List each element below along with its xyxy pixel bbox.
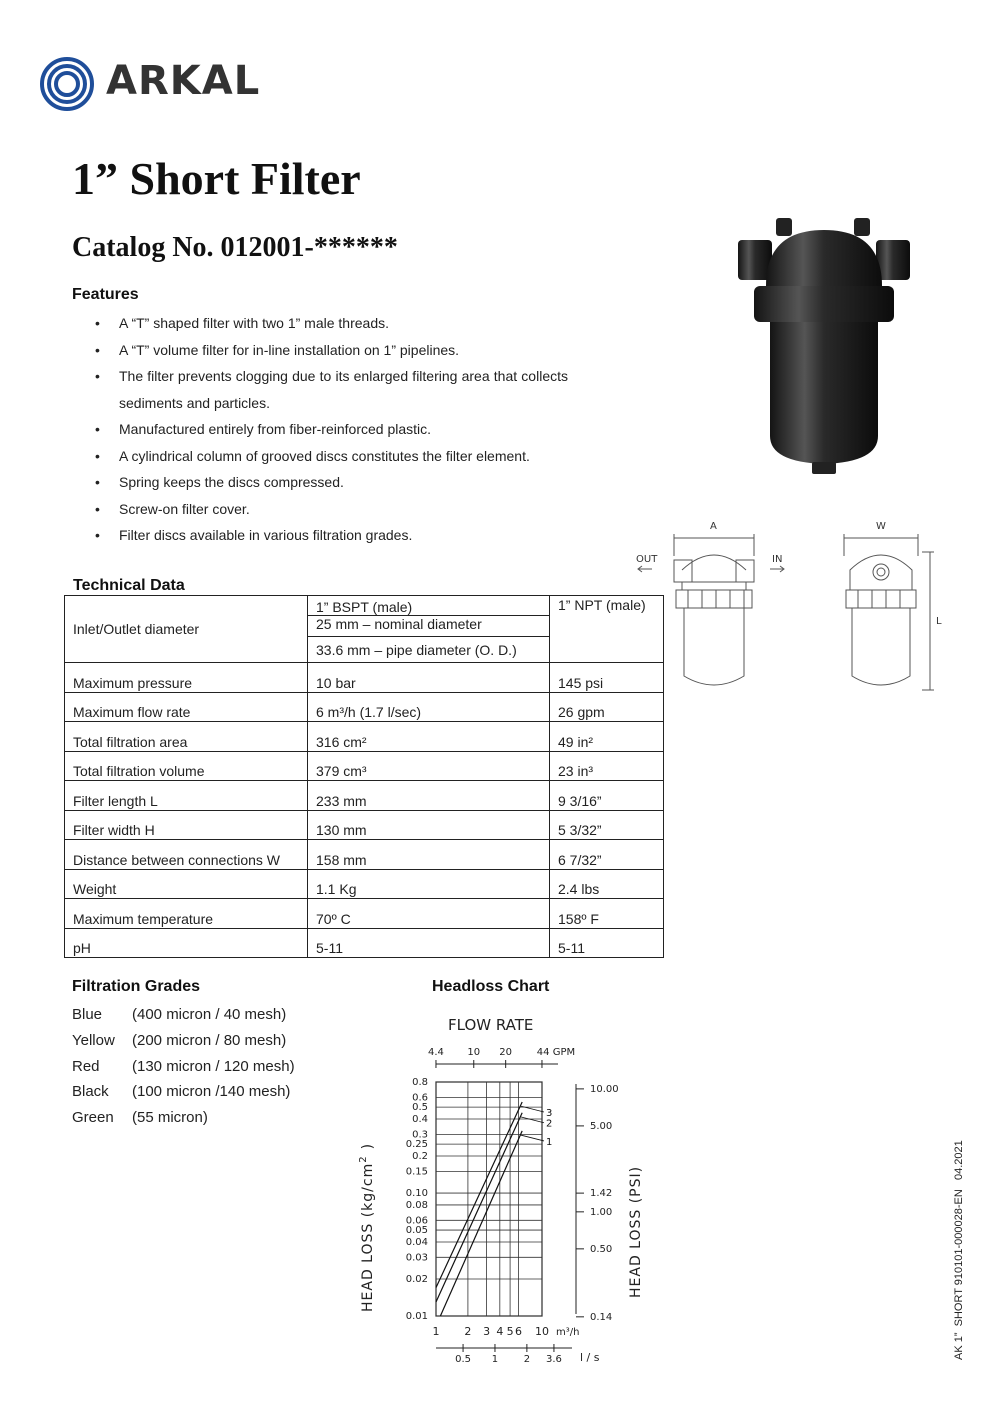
table-row bbox=[65, 840, 664, 870]
x-tick-label: 3 bbox=[483, 1325, 491, 1338]
x-tick-label: 10 bbox=[535, 1325, 549, 1338]
table-cell-label: Distance between connections W bbox=[65, 840, 308, 870]
y-tick-label: 0.08 bbox=[405, 1199, 428, 1211]
table-cell-metric: 130 mm bbox=[308, 810, 550, 840]
dimension-a-label: A bbox=[710, 521, 717, 532]
psi-tick-label: 1.42 bbox=[590, 1188, 613, 1200]
table-cell-label: Maximum flow rate bbox=[65, 692, 308, 722]
table-cell-imperial: 5 3/32” bbox=[550, 810, 664, 840]
inlet-label: IN bbox=[772, 554, 783, 565]
feature-item: • Filter discs available in various filtration grades. bbox=[94, 522, 568, 549]
psi-tick-label: 0.50 bbox=[590, 1243, 613, 1255]
dimension-drawing bbox=[630, 512, 950, 698]
table-cell-metric: 70º C bbox=[308, 899, 550, 929]
table-row bbox=[65, 663, 664, 693]
table-cell-imperial: 23 in³ bbox=[550, 751, 664, 781]
series-label-1: 1 bbox=[546, 1136, 553, 1148]
grade-row bbox=[72, 1006, 286, 1023]
grade-spec: (200 micron / 80 mesh) bbox=[132, 1032, 287, 1049]
table-row bbox=[65, 928, 664, 958]
dimension-w-label: W bbox=[876, 521, 886, 532]
catalog-number: Catalog No. 012001-****** bbox=[72, 232, 398, 263]
headloss-heading: Headloss Chart bbox=[432, 978, 550, 995]
table-cell-imperial: 158º F bbox=[550, 899, 664, 929]
features-heading: Features bbox=[72, 286, 139, 303]
outlet-label: OUT bbox=[636, 554, 658, 565]
dimension-l-label: L bbox=[936, 616, 942, 627]
gpm-tick-label: 20 bbox=[499, 1047, 513, 1058]
table-cell-label: Maximum pressure bbox=[65, 663, 308, 693]
chart-grid bbox=[406, 1047, 619, 1365]
grade-row bbox=[72, 1058, 295, 1075]
table-cell-imperial: 26 gpm bbox=[550, 692, 664, 722]
y-tick-label: 0.02 bbox=[405, 1273, 428, 1285]
x-tick-label: 4 bbox=[496, 1325, 504, 1338]
psi-tick-label: 0.14 bbox=[590, 1311, 613, 1323]
grade-spec: (130 micron / 120 mesh) bbox=[132, 1058, 295, 1075]
table-cell-label: Total filtration area bbox=[65, 722, 308, 752]
grade-row bbox=[72, 1032, 286, 1049]
table-row bbox=[65, 869, 664, 899]
psi-tick-label: 10.00 bbox=[590, 1083, 619, 1095]
feature-item: • Manufactured entirely from fiber-reinforced plastic. bbox=[94, 416, 568, 443]
series-leader-2 bbox=[520, 1117, 544, 1123]
y-tick-label: 0.3 bbox=[412, 1129, 428, 1141]
y-tick-label: 0.04 bbox=[405, 1236, 428, 1248]
psi-tick-label: 1.00 bbox=[590, 1206, 613, 1218]
table-cell-label: Filter width H bbox=[65, 810, 308, 840]
ls-tick-label: 3.6 bbox=[545, 1354, 562, 1365]
grade-spec: (400 micron / 40 mesh) bbox=[132, 1006, 287, 1023]
gpm-tick-label: 10 bbox=[467, 1047, 481, 1058]
grade-color: Black bbox=[72, 1083, 109, 1100]
grade-color: Blue bbox=[72, 1006, 103, 1023]
grade-row bbox=[72, 1109, 208, 1126]
feature-item: • A “T” shaped filter with two 1” male threads. bbox=[94, 310, 568, 337]
filtration-grades-heading: Filtration Grades bbox=[72, 978, 201, 995]
series-line-3 bbox=[436, 1102, 522, 1288]
table-cell-label: Weight bbox=[65, 869, 308, 899]
table-cell-imperial: 2.4 lbs bbox=[550, 869, 664, 899]
series-label-3: 3 bbox=[546, 1108, 553, 1120]
ls-tick-label: 0.5 bbox=[455, 1354, 472, 1365]
y-tick-label: 0.05 bbox=[405, 1225, 428, 1237]
chart-title: FLOW RATE bbox=[448, 1016, 534, 1034]
chart-y2label: HEAD LOSS (PSI) bbox=[628, 1165, 644, 1298]
table-cell-label: pH bbox=[65, 928, 308, 958]
y-tick-label: 0.4 bbox=[412, 1114, 428, 1126]
x-tick-label: 2 bbox=[464, 1325, 472, 1338]
chart-x-unit: m³/h bbox=[556, 1327, 580, 1338]
table-cell-imperial: 49 in² bbox=[550, 722, 664, 752]
table-row bbox=[65, 692, 664, 722]
table-cell-metric: 1” BSPT (male) bbox=[308, 596, 550, 616]
table-cell-imperial: 1” NPT (male) bbox=[550, 596, 664, 663]
grade-color: Red bbox=[72, 1058, 100, 1075]
table-cell-metric: 33.6 mm – pipe diameter (O. D.) bbox=[308, 637, 550, 663]
technical-data-heading: Technical Data bbox=[73, 577, 185, 594]
series-label-2: 2 bbox=[546, 1118, 553, 1130]
chart-plot-frame bbox=[436, 1082, 542, 1316]
grade-spec: (100 micron /140 mesh) bbox=[132, 1083, 291, 1100]
document-code: AK 1” SHORT 910101-000028-EN 04.2021 bbox=[953, 1140, 965, 1360]
feature-item: • A cylindrical column of grooved discs constitutes the filter element. bbox=[94, 443, 568, 470]
y-tick-label: 0.15 bbox=[405, 1166, 428, 1178]
table-cell-metric: 5-11 bbox=[308, 928, 550, 958]
table-row bbox=[65, 722, 664, 752]
feature-item: • A “T” volume filter for in-line installation on 1” pipelines. bbox=[94, 337, 568, 364]
table-row bbox=[65, 781, 664, 811]
technical-data-table bbox=[64, 595, 664, 958]
series-line-2 bbox=[436, 1113, 522, 1302]
y-tick-label: 0.2 bbox=[412, 1151, 428, 1163]
table-cell-metric: 316 cm² bbox=[308, 722, 550, 752]
feature-item: • The filter prevents clogging due to its enlarged filtering area that collects sediments and particles. bbox=[94, 363, 568, 416]
y-tick-label: 0.8 bbox=[412, 1077, 428, 1088]
table-cell-imperial: 9 3/16” bbox=[550, 781, 664, 811]
table-cell-imperial: 5-11 bbox=[550, 928, 664, 958]
ls-tick-label: 2 bbox=[523, 1354, 531, 1365]
table-cell-label: Total filtration volume bbox=[65, 751, 308, 781]
table-cell-metric: 25 mm – nominal diameter bbox=[308, 616, 550, 637]
x-tick-label: 6 bbox=[514, 1325, 522, 1338]
gpm-tick-label: 44 GPM bbox=[536, 1047, 576, 1058]
features-list bbox=[94, 310, 568, 549]
y-tick-label: 0.01 bbox=[405, 1311, 428, 1322]
y-tick-label: 0.25 bbox=[405, 1139, 428, 1151]
chart-ylabel: HEAD LOSS $(kg/cm^2)$ bbox=[358, 1142, 376, 1312]
brand-name: ARKAL bbox=[106, 58, 261, 104]
grade-spec: (55 micron) bbox=[132, 1109, 208, 1126]
table-cell-metric: 158 mm bbox=[308, 840, 550, 870]
ls-tick-label: 1 bbox=[491, 1354, 499, 1365]
y-tick-label: 0.10 bbox=[405, 1188, 428, 1200]
page-title: 1” Short Filter bbox=[72, 153, 361, 204]
series-leader-1 bbox=[520, 1135, 544, 1141]
feature-item: • Spring keeps the discs compressed. bbox=[94, 469, 568, 496]
x-tick-label: 1 bbox=[432, 1325, 440, 1338]
table-row bbox=[65, 810, 664, 840]
headloss-chart bbox=[340, 1000, 660, 1380]
chart-ls-unit: l / s bbox=[580, 1351, 600, 1364]
y-tick-label: 0.03 bbox=[405, 1252, 428, 1264]
table-cell-metric: 10 bar bbox=[308, 663, 550, 693]
grade-color: Green bbox=[72, 1109, 114, 1126]
table-cell-label: Filter length L bbox=[65, 781, 308, 811]
table-cell-imperial: 6 7/32” bbox=[550, 840, 664, 870]
y-tick-label: 0.6 bbox=[412, 1092, 428, 1104]
table-cell-metric: 6 m³/h (1.7 l/sec) bbox=[308, 692, 550, 722]
psi-tick-label: 5.00 bbox=[590, 1120, 613, 1132]
feature-item: • Screw-on filter cover. bbox=[94, 496, 568, 523]
grade-row bbox=[72, 1083, 290, 1100]
table-cell-label: Maximum temperature bbox=[65, 899, 308, 929]
table-cell-label: Inlet/Outlet diameter bbox=[65, 596, 308, 663]
table-row bbox=[65, 899, 664, 929]
gpm-tick-label: 4.4 bbox=[428, 1047, 444, 1058]
grade-color: Yellow bbox=[72, 1032, 115, 1049]
x-tick-label: 5 bbox=[506, 1325, 514, 1338]
y-tick-label: 0.5 bbox=[412, 1102, 428, 1114]
table-row bbox=[65, 751, 664, 781]
table-cell-metric: 233 mm bbox=[308, 781, 550, 811]
y-tick-label: 0.06 bbox=[405, 1215, 428, 1227]
filter-product-image bbox=[736, 216, 912, 478]
table-cell-metric: 1.1 Kg bbox=[308, 869, 550, 899]
table-cell-imperial: 145 psi bbox=[550, 663, 664, 693]
table-cell-metric: 379 cm³ bbox=[308, 751, 550, 781]
